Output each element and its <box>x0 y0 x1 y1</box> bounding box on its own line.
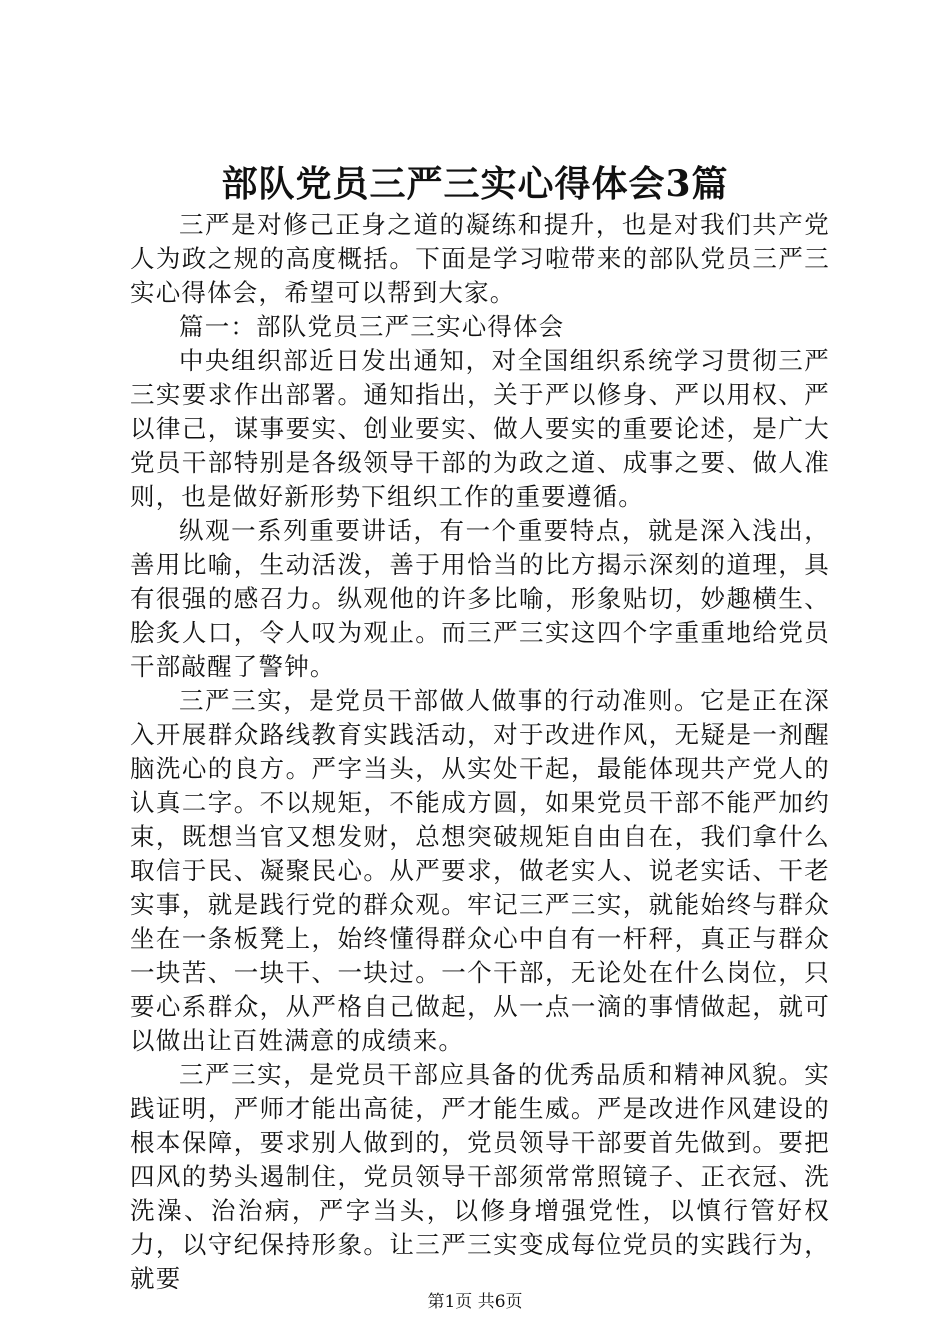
body-paragraph: 三严三实，是党员干部应具备的优秀品质和精神风貌。实践证明，严师才能出高徒，严才能生威。严是改进作风建设的根本保障，要求别人做到的，党员领导干部要首先做到。要把四风的势头遏制住，党员领导干部须常常照镜子、正衣冠、洗洗澡、治治病，严字当头，以修身增强党性，以慎行管好权力，以守纪保持形象。让三严三实变成每位党员的实践行为，就要 <box>130 1060 830 1293</box>
section-heading: 篇一：部队党员三严三实心得体会 <box>179 312 565 341</box>
page-number-footer: 第1页 共6页 <box>427 1292 523 1312</box>
intro-paragraph: 三严是对修己正身之道的凝练和提升，也是对我们共产党人为政之规的高度概括。下面是学习啦带来的部队党员三严三实心得体会，希望可以帮到大家。 <box>130 210 830 307</box>
body-paragraph: 纵观一系列重要讲话，有一个重要特点，就是深入浅出，善用比喻，生动活泼，善于用恰当的比方揭示深刻的道理，具有很强的感召力。纵观他的许多比喻，形象贴切，妙趣横生、脍炙人口，令人叹为观止。而三严三实这四个字重重地给党员干部敲醒了警钟。 <box>130 516 830 681</box>
body-paragraph: 三严三实，是党员干部做人做事的行动准则。它是正在深入开展群众路线教育实践活动，对于改进作风，无疑是一剂醒脑洗心的良方。严字当头，从实处干起，最能体现共产党人的认真二字。不以规矩，不能成方圆，如果党员干部不能严加约束，既想当官又想发财，总想突破规矩自由自在，我们拿什么取信于民、凝聚民心。从严要求，做老实人、说老实话、干老实事，就是践行党的群众观。牢记三严三实，就能始终与群众坐在一条板凳上，始终懂得群众心中自有一杆秤，真正与群众一块苦、一块干、一块过。一个干部，无论处在什么岗位，只要心系群众，从严格自己做起，从一点一滴的事情做起，就可以做出让百姓满意的成绩来。 <box>130 686 830 1055</box>
document-title: 部队党员三严三实心得体会3篇 <box>221 163 729 205</box>
document-body <box>130 208 830 1296</box>
body-paragraph: 中央组织部近日发出通知，对全国组织系统学习贯彻三严三实要求作出部署。通知指出，关于严以修身、严以用权、严以律己，谋事要实、创业要实、做人要实的重要论述，是广大党员干部特别是各级领导干部的为政之道、成事之要、做人准则，也是做好新形势下组织工作的重要遵循。 <box>130 346 830 511</box>
